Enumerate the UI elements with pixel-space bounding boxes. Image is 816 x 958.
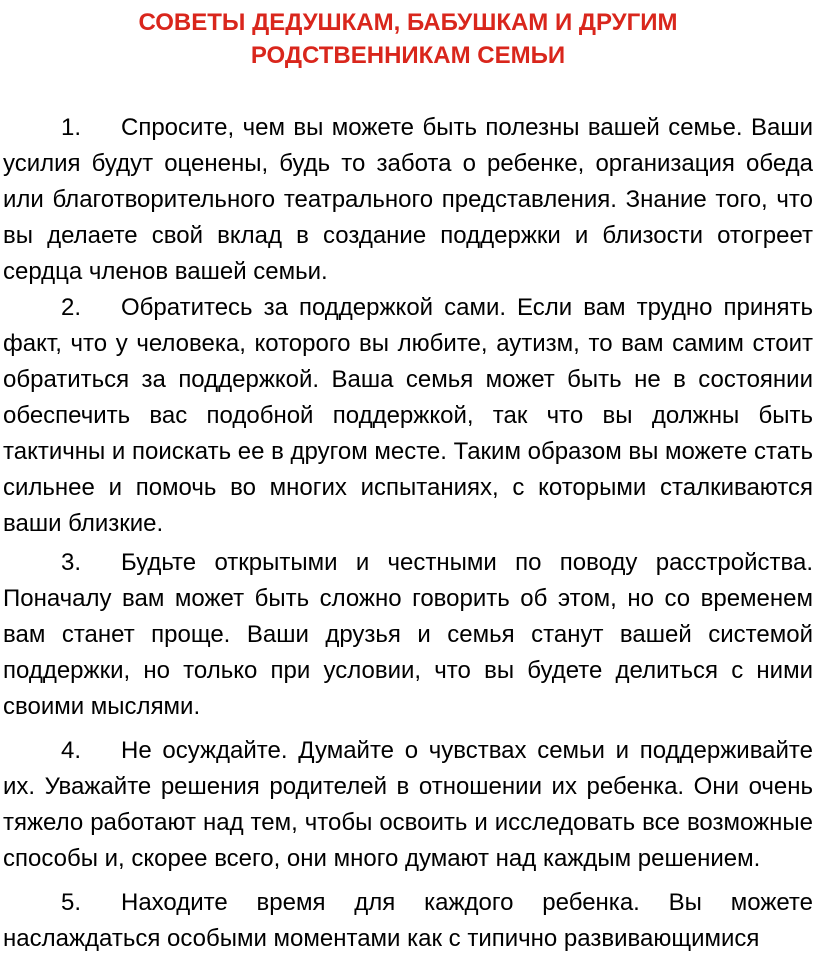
item-number: 4.: [61, 737, 82, 764]
title-line-2: РОДСТВЕННИКАМ СЕМЬИ: [250, 42, 566, 69]
item-number: 1.: [61, 114, 82, 141]
advice-item-1: [3, 110, 813, 290]
item-text: Обратитесь за поддержкой сами. Если вам трудно принять факт, что у человека, которого вы любите, аутизм, то вам самим стоит обратиться за поддержкой. Ваша семья может быть не в состоянии обеспечить вас подобной поддержкой, так что вы должны быть тактичны и поискать ее в другом месте. Таким образом вы можете стать сильнее и помочь во многих испытаниях, с которыми сталкиваются ваши близкие.: [3, 294, 814, 537]
advice-item-5: [3, 885, 813, 957]
item-number: 5.: [61, 889, 82, 916]
advice-item-2: [3, 290, 813, 542]
item-text: Находите время для каждого ребенка. Вы можете наслаждаться особыми моментами как с типично развивающимися: [3, 889, 813, 952]
advice-list: [3, 110, 813, 957]
page-title: [3, 6, 813, 72]
item-number: 3.: [61, 549, 82, 576]
title-line-1: СОВЕТЫ ДЕДУШКАМ, БАБУШКАМ И ДРУГИМ: [138, 9, 678, 36]
item-number: 2.: [61, 294, 82, 321]
advice-item-3: [3, 545, 813, 725]
item-text: Не осуждайте. Думайте о чувствах семьи и поддерживайте их. Уважайте решения родителей в отношении их ребенка. Они очень тяжело работают над тем, чтобы освоить и исследовать все возможные способы и, скорее всего, они много думают над каждым решением.: [3, 737, 813, 872]
item-text: Будьте открытыми и честными по поводу расстройства. Поначалу вам может быть сложно говорить об этом, но со временем вам станет проще. Ваши друзья и семья станут вашей системой поддержки, но только при условии, что вы будете делиться с ними своими мыслями.: [3, 549, 813, 720]
advice-item-4: [3, 733, 813, 877]
item-text: Спросите, чем вы можете быть полезны вашей семье. Ваши усилия будут оценены, будь то забота о ребенке, организация обеда или благотворительного театрального представления. Знание того, что вы делаете свой вклад в создание поддержки и близости отогреет сердца членов вашей семьи.: [3, 114, 813, 285]
